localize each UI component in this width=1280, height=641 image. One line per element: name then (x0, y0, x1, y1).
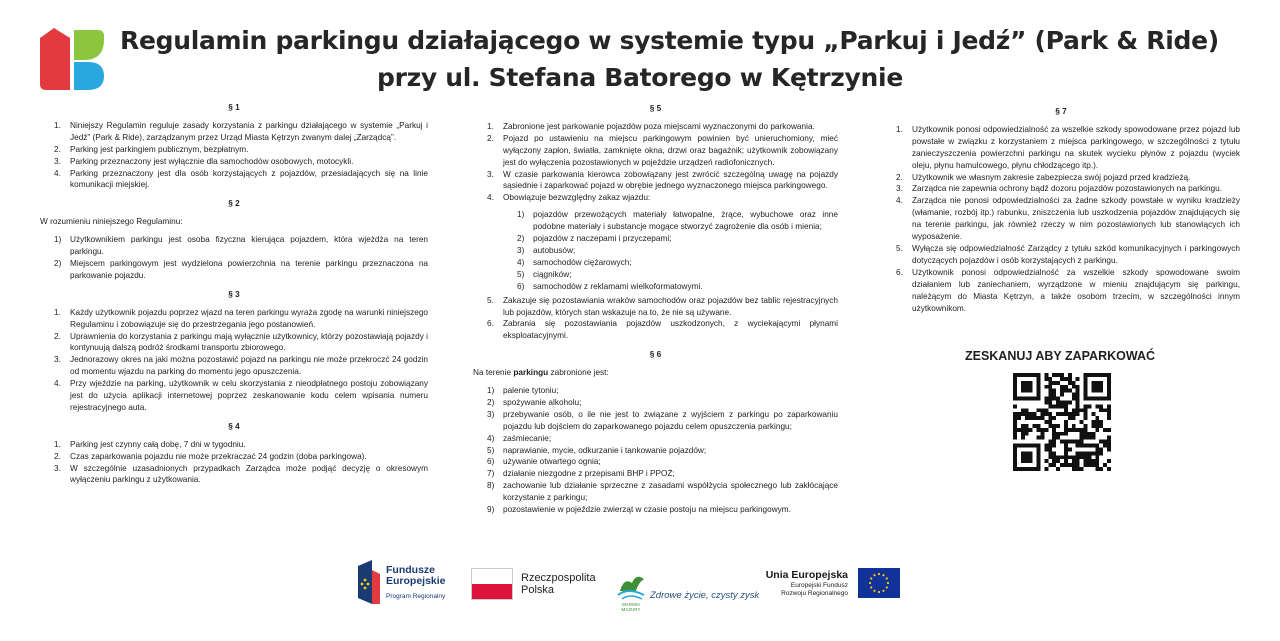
item-number: 1) (54, 235, 62, 245)
list-item (40, 463, 428, 487)
item-text: Jednorazowy okres na jaki można pozostawić pojazd na parkingu nie może przekroczć 24 godzin od momentu wjazdu na parking do momentu jego opuszczenia. (70, 355, 428, 377)
section-heading: § 2 (228, 199, 240, 209)
intro-text: Na terenie (473, 368, 514, 378)
item-number: 9) (487, 505, 495, 515)
item-text: Przy wjeździe na parking, użytkownik w celu skorzystania z nieodpłatnego postoju zobowiązany jest do użycia aplikacji internetowej poprzez zeskanowanie kodu celem wpisania numeru rejestracyjnego auta. (70, 379, 428, 412)
item-number: 1. (487, 121, 494, 131)
list-item (40, 307, 428, 331)
item-number: 3) (517, 245, 525, 255)
section-heading: § 6 (649, 350, 662, 360)
list-item (882, 172, 1240, 184)
item-text: pojazdów przewożących materiały łatwopalne, żrące, wybuchowe oraz inne podobne materiały i substancje mogące stworzyć zagrożenie dla osób i mienia; (533, 210, 838, 232)
column-3 (882, 106, 1240, 314)
item-text: Użytkownik we własnym zakresie zabezpiecza swój pojazd przed kradzieżą. (912, 172, 1191, 182)
list-item (473, 121, 838, 133)
section-heading: § 7 (1055, 107, 1067, 116)
item-number: 2) (517, 234, 525, 244)
item-text: Zarządca nie ponosi odpowiedzialności za żadne szkody powstałe w wyniku kradzieży (włamanie, rozbój itp.) rabunku, zniszczenia lub uszkodzenia pojazdów znajdujących się na terenie parkingu, jak również rzeczy w nim pozostawionych lub stanowiących ich wyposażenie. (912, 196, 1240, 242)
list-item (54, 258, 428, 282)
section-intro: W rozumieniu niniejszego Regulaminu: (40, 217, 183, 227)
rule-list (40, 120, 428, 191)
item-number: 2. (54, 331, 61, 341)
item-number: 6. (487, 319, 494, 329)
wm-mark-text: WARMIA MAZURY (621, 602, 641, 612)
item-text: naprawianie, mycie, odkurzanie i tankowanie pojazdów; (503, 445, 707, 455)
item-number: 4) (517, 257, 525, 267)
qr-code-icon[interactable] (1013, 373, 1111, 471)
item-text: Czas zaparkowania pojazdu nie może przekraczać 24 godzin (doba parkingowa). (70, 451, 367, 461)
ue-line-3: Rozwoju Regionalnego (781, 590, 848, 597)
item-text: Użytkownik ponosi odpowiedzialność za wszelkie szkody spowodowane swoim działaniem lub zaniechaniem, wyrządzone w mieniu znajdującym się parkingu, należącym do Miasta Kętrzyn, a także osobom trzecim, w szczególności innym użytkownikom. (912, 267, 1240, 313)
list-item (54, 234, 428, 258)
rzeczpospolita-logo (471, 568, 601, 604)
item-number: 4) (487, 433, 495, 443)
list-item (487, 433, 838, 445)
item-number: 2) (54, 258, 62, 268)
item-number: 5) (517, 269, 525, 279)
item-number: 2. (54, 144, 61, 154)
footer-logos (0, 556, 1280, 612)
item-number: 3. (54, 355, 61, 365)
sub-list-item (517, 245, 838, 257)
item-text: zachowanie lub działanie sprzeczne z zasadami współżycia społecznego lub zakłócające korzystanie z parkingu; (503, 481, 838, 503)
item-number: 1) (517, 210, 525, 220)
item-text: Zarządca nie zapewnia ochrony bądź dozoru pojazdów pozostawionych na parkingu. (912, 184, 1223, 194)
list-item (40, 354, 428, 378)
list-item (40, 144, 428, 156)
item-number: 3. (487, 169, 494, 179)
fe-line-1: Fundusze (386, 564, 435, 576)
item-text: palenie tytoniu; (503, 386, 559, 396)
list-item (40, 451, 428, 463)
item-text: pozostawienie w pojeździe zwierząt w czasie postoju na miejscu parkingowym. (503, 505, 791, 515)
item-text: Pojazd po ustawieniu na miejscu parkingowym powinien być unieruchomiony, mieć wyłączony zapłon, światła, zamknięte okna, drzwi oraz bagażnik; użytkownik zobowiązany jest do wyłączenia pozostawionych w pojeździe urządzeń radiofonicznych. (503, 133, 838, 167)
list-item (40, 156, 428, 168)
sub-list-item (517, 269, 838, 281)
rule-list (54, 234, 428, 282)
wm-slogan: Zdrowe życie, czysty zysk (650, 590, 760, 601)
item-number: 1. (54, 120, 61, 130)
item-text: Użytkownikiem parkingu jest osoba fizyczna kierująca pojazdem, która wjeżdża na teren parkingu. (70, 235, 428, 257)
item-number: 1) (487, 386, 495, 396)
fundusze-europejskie-logo (358, 560, 458, 608)
section-intro (473, 367, 838, 379)
item-text: Parking jest parkingiem publicznym, bezpłatnym. (70, 144, 249, 154)
rp-line-2: Polska (521, 584, 555, 596)
item-number: 4. (54, 379, 61, 389)
item-text: Parking przeznaczony jest wyłącznie dla samochodów osobowych, motocykli. (70, 156, 354, 166)
item-text: zaśmiecanie; (503, 433, 552, 443)
item-number: 3. (896, 184, 903, 194)
item-number: 4. (487, 193, 494, 203)
item-number: 7) (487, 469, 495, 479)
column-2 (473, 103, 838, 516)
item-number: 1. (54, 439, 61, 449)
item-number: 2) (487, 397, 495, 407)
item-number: 6) (487, 457, 495, 467)
item-text: Każdy użytkownik pojazdu poprzez wjazd na teren parkingu wyraża zgodę na warunki niniejszego Regulaminu i zobowiązuje się do przestrzegania jego postanowień. (70, 307, 428, 329)
item-text: przebywanie osób, o ile nie jest to związane z wyjściem z parkingu po zaparkowaniu pojazdu lub dojściem do zaparkowanego pojazdu celem opuszczenia parkingu; (503, 409, 838, 431)
item-number: 3. (54, 463, 61, 473)
section-heading: § 4 (228, 421, 240, 431)
item-text: pojazdów z naczepami i przyczepami; (533, 234, 672, 244)
item-number: 3. (54, 156, 61, 166)
item-number: 2. (487, 133, 494, 143)
list-item (487, 504, 838, 516)
city-logo-icon (40, 28, 104, 90)
item-number: 6) (517, 281, 525, 291)
intro-text: zabronione jest: (548, 368, 609, 378)
item-text: W szczególnie uzasadnionych przypadkach Zarządca może podjąć decyzję o okresowym wyłączeniu parkingu z użytkowania. (70, 463, 428, 485)
section-heading: § 5 (649, 104, 662, 113)
sub-list-item (517, 257, 838, 269)
item-text: Parking przeznaczony jest dla osób korzystających z pojazdów, przesiadających się na linie komunikacji miejskiej. (70, 168, 428, 190)
section-heading: § 1 (228, 103, 240, 112)
rule-list (40, 307, 428, 414)
list-item (882, 243, 1240, 267)
item-text: W czasie parkowania kierowca zobowiązany jest zwrócić szczególną uwagę na pojazdy sąsiednie i zaparkować pojazd w obrębie jednego wyznaczonego miejsca parkingowego. (503, 169, 838, 191)
list-item (882, 195, 1240, 243)
list-item (40, 120, 428, 144)
title-line-1: Regulamin parkingu działającego w systemie typu „Parkuj i Jedź” (Park & Ride) (120, 26, 1219, 55)
item-number: 3) (487, 409, 495, 419)
item-text: Miejscem parkingowym jest wydzielona powierzchnia na terenie parkingu przeznaczona na parkowanie pojazdu. (70, 258, 428, 280)
rule-list (473, 121, 838, 342)
unia-europejska-logo (765, 566, 900, 610)
rule-list (487, 385, 838, 516)
item-text: autobusów; (533, 245, 576, 255)
list-item (487, 456, 838, 468)
item-number: 2. (896, 172, 903, 182)
item-text: Wyłącza się odpowiedzialność Zarządcy z tytułu szkód komunikacyjnych i parkingowych dotyczących pojazdów i osób korzystających z parkingu. (912, 243, 1240, 265)
column-1 (40, 102, 428, 486)
ue-line-1: Unia Europejska (765, 569, 848, 581)
list-item (40, 331, 428, 355)
fe-line-3: Program Regionalny (386, 593, 446, 600)
item-number: 4. (54, 168, 61, 178)
sub-list-item (517, 233, 838, 245)
item-text: działanie niezgodne z przepisami BHP i PPOŻ; (503, 469, 675, 479)
list-item (487, 385, 838, 397)
list-item (882, 124, 1240, 172)
item-number: 2. (54, 451, 61, 461)
warmia-mazury-icon (614, 566, 648, 606)
list-item (882, 183, 1240, 195)
sub-list-item (517, 281, 838, 293)
item-number: 5. (896, 243, 903, 253)
item-text: Zabronione jest parkowanie pojazdów poza miejscami wyznaczonymi do parkowania. (503, 121, 815, 131)
section-heading: § 3 (228, 289, 240, 299)
rule-list (40, 439, 428, 487)
list-item (40, 168, 428, 192)
list-item (487, 468, 838, 480)
item-text: Niniejszy Regulamin reguluje zasady korzystania z parkingu działającego w systemie „Parkuj i Jedź” (Park & Ride), zarządzanym przez Urząd Miasta Kętrzyn zwanym dalej „Zarządcą”. (70, 120, 428, 142)
item-number: 5) (487, 445, 495, 455)
list-item (473, 169, 838, 193)
item-number: 6. (896, 267, 903, 277)
title-line-2: przy ul. Stefana Batorego w Kętrzynie (377, 63, 903, 92)
list-item (40, 378, 428, 414)
list-item (487, 445, 838, 457)
item-text: Użytkownik ponosi odpowiedzialność za wszelkie szkody spowodowane przez pojazd lub powstałe w związku z korzystaniem z miejsca parkingowego, w szczególności z tytułu zanieczyszczenia powierzchni parkingu na skutek wycieku płynów z pojazdu (wyciek oleju, płynu hamulcowego, płynu chłodzącego itp.). (912, 124, 1240, 170)
list-item (473, 295, 838, 319)
item-number: 5. (487, 295, 494, 305)
item-text: Parking jest czynny całą dobę, 7 dni w tygodniu. (70, 439, 246, 449)
sub-list-item (517, 209, 838, 233)
item-number: 1. (896, 124, 903, 134)
list-item (473, 318, 838, 342)
item-text: ciągników; (533, 269, 572, 279)
item-text: Zabrania się pozostawiania pojazdów uszkodzonych, z wyciekającymi płynami eksploatacyjnymi. (503, 319, 838, 341)
item-number: 1. (54, 307, 61, 317)
list-item (487, 409, 838, 433)
item-text: Zakazuje się pozostawiania wraków samochodów oraz pojazdów bez tablic rejestracyjnych lub pojazdów, których stan wskazuje na to, że nie są używane. (503, 295, 838, 317)
intro-bold: parkingu (513, 368, 549, 378)
rp-line-1: Rzeczpospolita (521, 572, 596, 584)
list-item (487, 480, 838, 504)
item-text: samochodów ciężarowych; (533, 257, 632, 267)
list-item (882, 267, 1240, 315)
item-text: Uprawnienia do korzystania z parkingu mają wyłącznie użytkownicy, którzy pozostawiają pojazdy i kontynuują dalszą podróż środkami transportu zbiorowego. (70, 331, 428, 353)
rule-list (882, 124, 1240, 315)
item-number: 4. (896, 196, 903, 206)
list-item (473, 192, 838, 292)
scan-instruction: ZESKANUJ ABY ZAPARKOWAĆ (964, 349, 1156, 363)
warmia-mazury-logo (614, 566, 760, 612)
fe-line-2: Europejskie (386, 575, 446, 587)
item-text: samochodów z reklamami wielkoformatowymi. (533, 281, 703, 291)
polish-flag-icon (471, 568, 513, 600)
list-item (473, 133, 838, 169)
page-title (120, 22, 1219, 96)
eu-flag-icon (858, 568, 900, 598)
fundusze-europejskie-icon (358, 560, 380, 604)
ue-line-2: Europejski Fundusz (790, 582, 848, 589)
item-number: 8) (487, 481, 495, 491)
list-item (487, 397, 838, 409)
list-item (40, 439, 428, 451)
item-text: Obowiązuje bezwzględny zakaz wjazdu: (503, 193, 651, 203)
item-text: spożywanie alkoholu; (503, 397, 582, 407)
item-text: używanie otwartego ognia; (503, 457, 601, 467)
sub-list (517, 209, 838, 292)
